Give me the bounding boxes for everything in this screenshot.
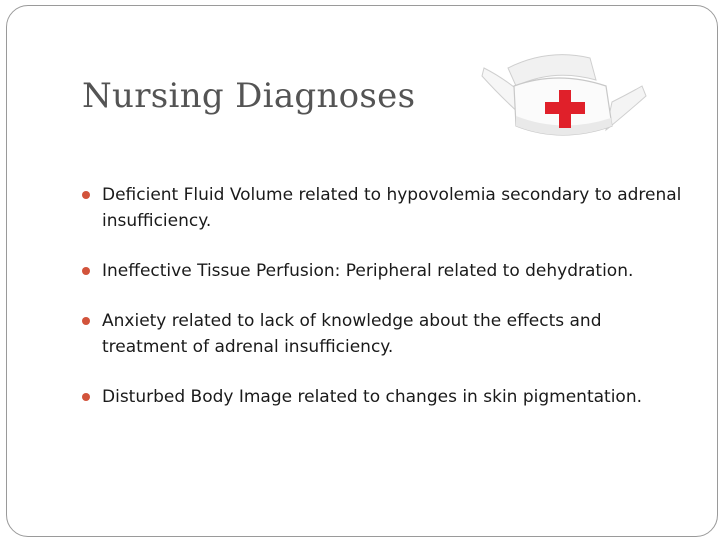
bullet-icon (82, 191, 90, 199)
bullet-text: Anxiety related to lack of knowledge about the effects and treatment of adrenal insufficiency. (102, 311, 602, 357)
slide-title: Nursing Diagnoses (82, 76, 416, 116)
list-item (82, 258, 692, 284)
bullet-icon (82, 393, 90, 401)
bullet-text: Disturbed Body Image related to changes in skin pigmentation. (102, 387, 642, 407)
nurse-cap-icon (478, 46, 648, 150)
list-item (82, 384, 692, 410)
bullet-text: Ineffective Tissue Perfusion: Peripheral related to dehydration. (102, 261, 634, 281)
list-item (82, 182, 692, 234)
bullet-icon (82, 317, 90, 325)
list-item (82, 308, 692, 360)
diagnosis-list (82, 182, 692, 434)
bullet-text: Deficient Fluid Volume related to hypovolemia secondary to adrenal insufficiency. (102, 185, 682, 231)
bullet-icon (82, 267, 90, 275)
